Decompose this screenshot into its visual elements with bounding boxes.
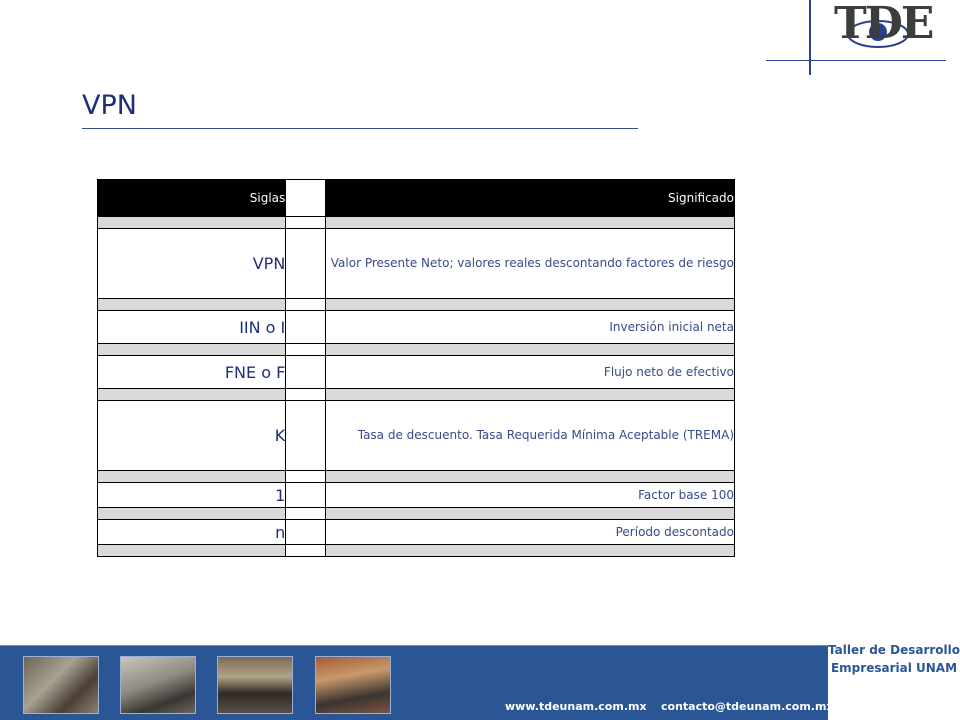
footer-website-link[interactable]: www.tdeunam.com.mx bbox=[505, 700, 647, 713]
row-sigla: FNE o F bbox=[98, 356, 286, 389]
separator-row bbox=[98, 545, 735, 557]
header-siglas: Siglas bbox=[98, 180, 286, 217]
brand-name-line2: Empresarial UNAM bbox=[830, 661, 958, 675]
photo-thumbnail bbox=[315, 656, 391, 714]
table-row bbox=[98, 311, 735, 344]
row-significado: Factor base 100 bbox=[326, 483, 735, 508]
header-significado: Significado bbox=[326, 180, 735, 217]
row-significado: Valor Presente Neto; valores reales descontando factores de riesgo bbox=[326, 229, 735, 299]
header-spacer bbox=[286, 180, 326, 217]
table-row bbox=[98, 229, 735, 299]
brand-name-line1: Taller de Desarrollo bbox=[828, 643, 960, 657]
title-underline bbox=[82, 128, 638, 129]
separator-row bbox=[98, 389, 735, 401]
separator-row bbox=[98, 508, 735, 520]
photo-thumbnail bbox=[23, 656, 99, 714]
definitions-table bbox=[97, 179, 735, 557]
row-significado: Tasa de descuento. Tasa Requerida Mínima Aceptable (TREMA) bbox=[326, 401, 735, 471]
logo-divider-horizontal bbox=[766, 60, 946, 61]
photo-thumbnail bbox=[120, 656, 196, 714]
page-title: VPN bbox=[82, 90, 137, 121]
footer-email-link[interactable]: contacto@tdeunam.com.mx bbox=[661, 700, 834, 713]
table-row bbox=[98, 520, 735, 545]
separator-row bbox=[98, 217, 735, 229]
row-sigla: K bbox=[98, 401, 286, 471]
separator-row bbox=[98, 299, 735, 311]
photo-thumbnail bbox=[217, 656, 293, 714]
row-sigla: IIN o I bbox=[98, 311, 286, 344]
separator-row bbox=[98, 471, 735, 483]
tde-logo bbox=[834, 2, 946, 56]
logo-divider-vertical bbox=[809, 0, 811, 75]
row-significado: Período descontado bbox=[326, 520, 735, 545]
logo-text: TDE bbox=[834, 0, 933, 49]
table-row bbox=[98, 401, 735, 471]
table-row bbox=[98, 483, 735, 508]
row-sigla: n bbox=[98, 520, 286, 545]
row-significado: Inversión inicial neta bbox=[326, 311, 735, 344]
separator-row bbox=[98, 344, 735, 356]
table-row bbox=[98, 356, 735, 389]
row-sigla: 1 bbox=[98, 483, 286, 508]
row-significado: Flujo neto de efectivo bbox=[326, 356, 735, 389]
table-header-row bbox=[98, 180, 735, 217]
row-sigla: VPN bbox=[98, 229, 286, 299]
